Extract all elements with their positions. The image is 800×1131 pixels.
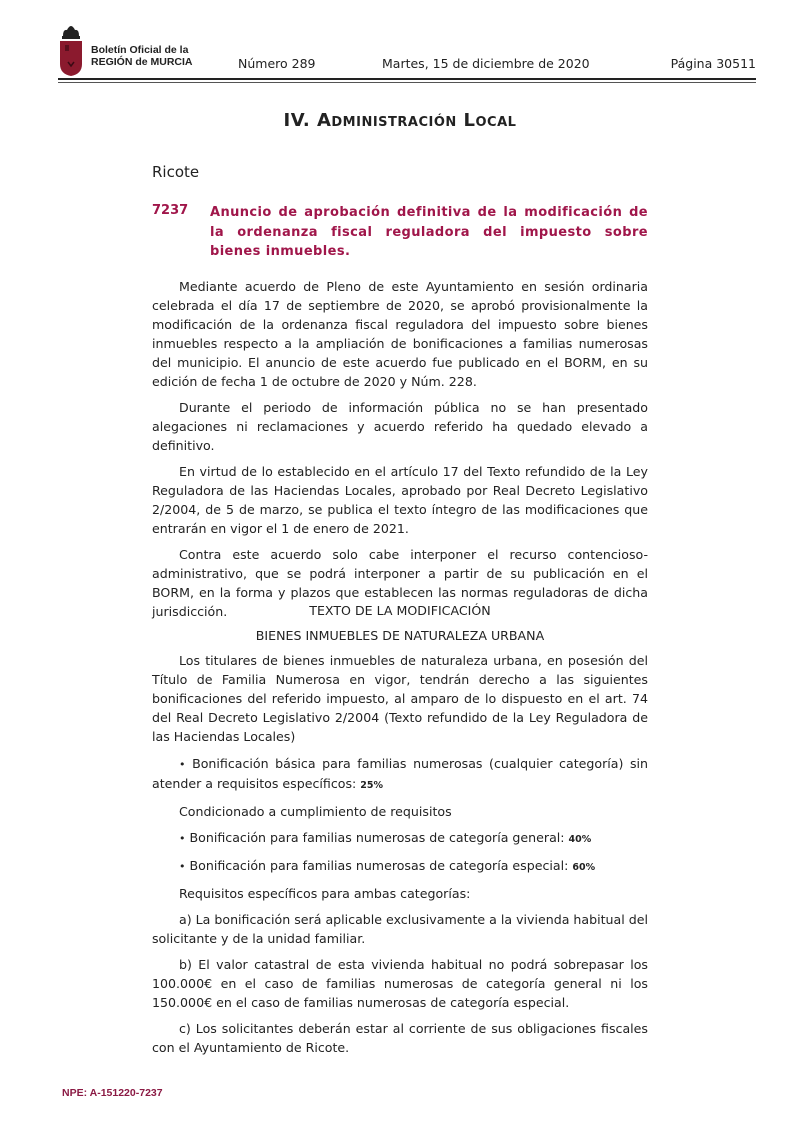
- basic-bonus-item: [152, 754, 648, 795]
- bullet-icon: •: [179, 860, 186, 873]
- page-header: [58, 26, 756, 78]
- brand-line-2: REGIÓN de MURCIA: [91, 56, 193, 68]
- special-bonus-pct: 60%: [572, 862, 596, 873]
- special-bonus-item: [152, 856, 648, 877]
- requirement-item: b) El valor catastral de esta vivienda habitual no podrá sobrepasar los 100.000€ en el caso de familias numerosas de categoría general ni los 150.000€ en el caso de familias numerosas de categoría especial.: [152, 957, 648, 1010]
- requirement-item: a) La bonificación será aplicable exclusivamente a la vivienda habitual del solicitante y de la unidad familiar.: [152, 912, 648, 946]
- page-number: Página 30511: [670, 56, 756, 71]
- bullet-icon: •: [179, 832, 186, 845]
- requirement-item: c) Los solicitantes deberán estar al corriente de sus obligaciones fiscales con el Ayuntamiento de Ricote.: [152, 1021, 648, 1055]
- modification-text: [152, 601, 648, 1064]
- special-bonus-text: Bonificación para familias numerosas de categoría especial:: [189, 858, 573, 873]
- npe-code: NPE: A-151220-7237: [62, 1087, 163, 1099]
- announcement-body: [152, 277, 648, 628]
- paragraph: Contra este acuerdo solo cabe interponer el recurso contencioso-administrativo, que se podrá interponer a partir de su publicación en el BORM, en la forma y plazos que establecen las normas reguladoras de dicha jurisdicción.: [152, 547, 648, 619]
- bulletin-brand: [91, 44, 193, 68]
- conditioned-text: Condicionado a cumplimiento de requisitos: [179, 804, 452, 819]
- general-bonus-text: Bonificación para familias numerosas de categoría general:: [189, 830, 569, 845]
- modification-heading: TEXTO DE LA MODIFICACIÓN: [309, 603, 491, 618]
- header-rule: [58, 78, 756, 80]
- issue-number: Número 289: [238, 56, 316, 71]
- paragraph: Durante el periodo de información pública no se han presentado alegaciones ni reclamaciones y acuerdo referido ha quedado elevado a definitivo.: [152, 400, 648, 453]
- basic-bonus-pct: 25%: [360, 780, 384, 791]
- modification-intro: Los titulares de bienes inmuebles de naturaleza urbana, en posesión del Título de Familia Numerosa en vigor, tendrán derecho a las siguientes bonificaciones del referido impuesto, al amparo de lo dispuesto en el art. 74 del Real Decreto Legislativo 2/2004 (Texto refundido de la Ley Reguladora de las Haciendas Locales): [152, 653, 648, 744]
- general-bonus-item: [152, 828, 648, 849]
- coat-of-arms-icon: [58, 26, 84, 76]
- paragraph: En virtud de lo establecido en el artículo 17 del Texto refundido de la Ley Reguladora de las Haciendas Locales, aprobado por Real Decreto Legislativo 2/2004, de 5 de marzo, se publica el texto íntegro de las modificaciones que entrarán en vigor el 1 de enero de 2021.: [152, 464, 648, 536]
- bullet-icon: •: [179, 758, 186, 771]
- requirements-heading: Requisitos específicos para ambas categorías:: [179, 886, 471, 901]
- issue-date: Martes, 15 de diciembre de 2020: [382, 56, 590, 71]
- announcement-number: 7237: [152, 203, 189, 218]
- modification-subheading: BIENES INMUEBLES DE NATURALEZA URBANA: [255, 628, 545, 643]
- section-title: IV. Administración Local: [283, 110, 517, 131]
- header-rule-thin: [58, 82, 756, 83]
- basic-bonus-text: Bonificación básica para familias numerosas (cualquier categoría) sin atender a requisitos específicos:: [152, 756, 648, 791]
- announcement-title: Anuncio de aprobación definitiva de la modificación de la ordenanza fiscal reguladora del impuesto sobre bienes inmuebles.: [210, 205, 648, 259]
- brand-line-1: Boletín Oficial de la: [91, 44, 189, 56]
- municipality-name: Ricote: [152, 163, 200, 181]
- general-bonus-pct: 40%: [568, 834, 592, 845]
- paragraph: Mediante acuerdo de Pleno de este Ayuntamiento en sesión ordinaria celebrada el día 17 de septiembre de 2020, se aprobó provisionalmente la modificación de la ordenanza fiscal reguladora del impuesto sobre bienes inmuebles respecto a la ampliación de bonificaciones a familias numerosas del municipio. El anuncio de este acuerdo fue publicado en el BORM, en su edición de fecha 1 de octubre de 2020 y Núm. 228.: [152, 279, 648, 389]
